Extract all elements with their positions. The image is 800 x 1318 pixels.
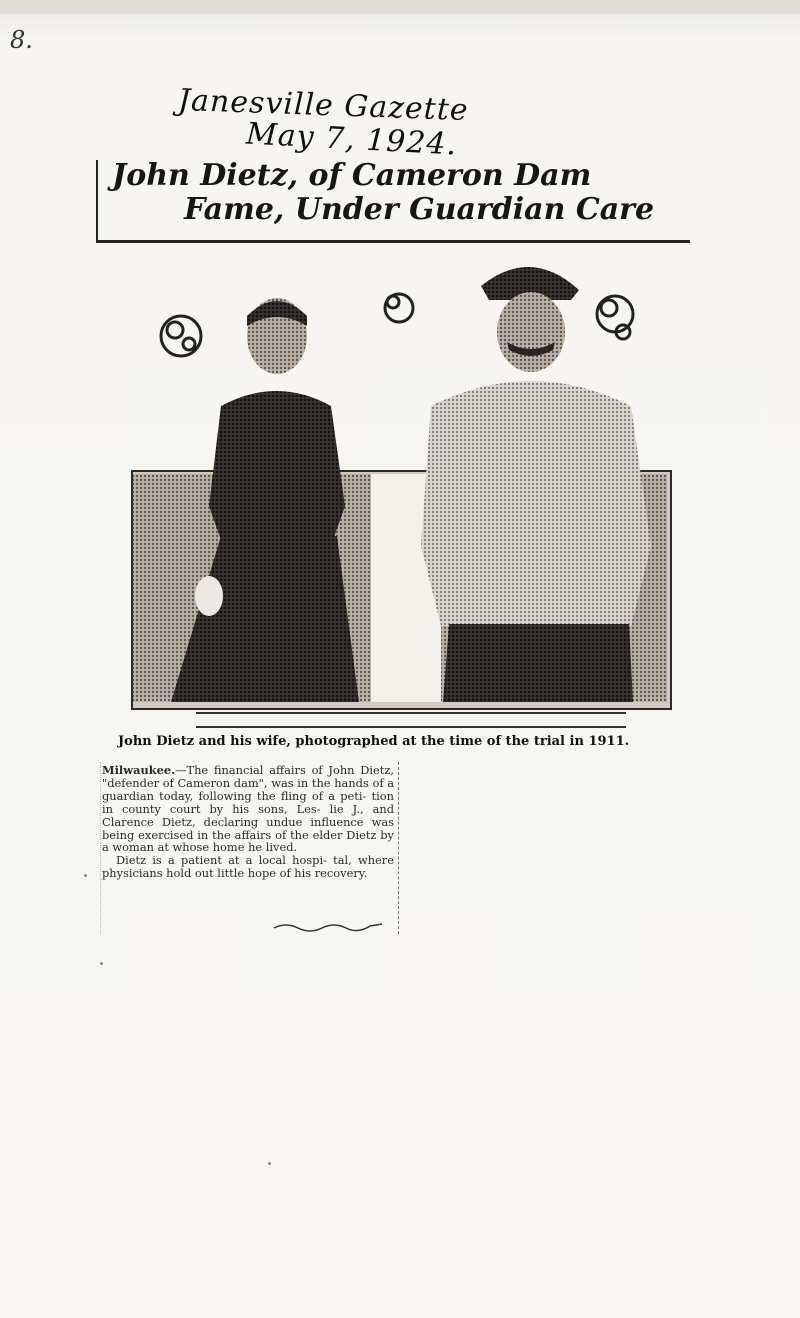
article-paragraph-1: —The financial affairs of John Dietz, "defender of Cameron dam", was in the hands of a guardian today, following the fling of a peti- tion in county court by his sons, Les- lie J., and Clarence Dietz, declaring undue influence was being exercised in the affairs of the elder Dietz by a woman at whose home he lived. [102, 763, 394, 855]
photo-caption: John Dietz and his wife, photographed at the time of the trial in 1911. [118, 734, 630, 749]
scan-speck [100, 962, 103, 965]
pencil-squiggle-icon [272, 920, 384, 934]
scan-speck [84, 874, 87, 877]
scan-top-edge [0, 0, 800, 14]
ornament-center-icon [385, 294, 413, 322]
ornament-rule [196, 712, 626, 728]
ornament-left-icon [161, 316, 201, 356]
halftone-photo [131, 246, 671, 706]
article-body [102, 764, 394, 880]
article-dateline: Milwaukee. [102, 763, 176, 777]
handwritten-date: May 7, 1924. [245, 116, 458, 163]
page-number: 8. [10, 26, 33, 54]
headline-line-2: Fame, Under Guardian Care [184, 192, 655, 227]
ornament-right-icon [597, 296, 633, 339]
handwritten-source: Janesville Gazette [177, 82, 470, 129]
headline-line-1: John Dietz, of Cameron Dam [112, 158, 592, 193]
article-paragraph-2: Dietz is a patient at a local hospi- tal, where physicians hold out little hope of his recovery. [102, 853, 394, 881]
scan-speck [268, 1162, 271, 1165]
